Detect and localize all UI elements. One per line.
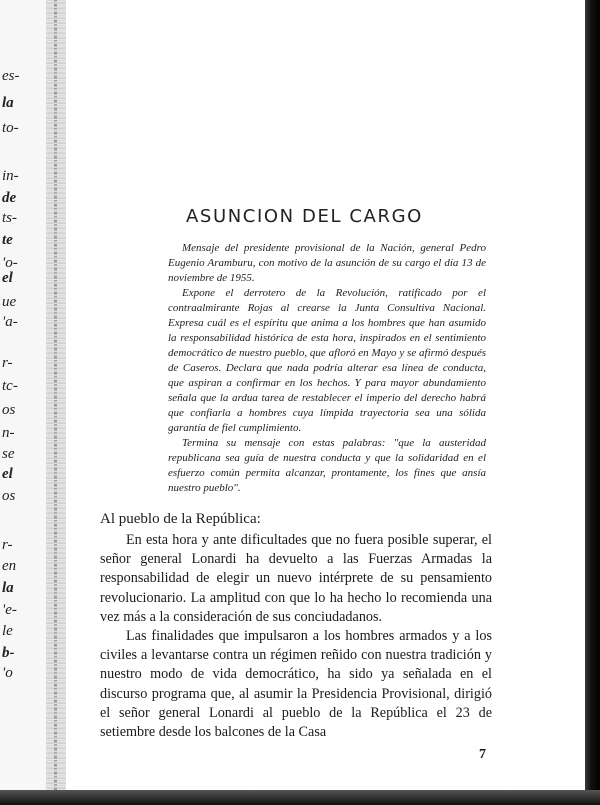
left-page-fragment: r-: [2, 537, 13, 553]
left-page-fragment: se: [2, 446, 15, 462]
left-page-fragment: en: [2, 558, 17, 574]
left-page-fragment: de: [2, 190, 17, 206]
body-text: [100, 531, 492, 742]
chapter-summary: [168, 241, 486, 496]
left-page-fragment: la: [2, 95, 14, 111]
scan-edge: [0, 790, 600, 805]
left-page-fragment: 'o: [2, 665, 13, 681]
left-page-fragment: ts-: [2, 210, 17, 226]
salutation: Al pueblo de la República:: [100, 511, 261, 527]
left-page-fragment: le: [2, 623, 13, 639]
left-page-fragment: ue: [2, 294, 17, 310]
left-page-fragment: 'o-: [2, 255, 18, 271]
left-page-fragment: 'e-: [2, 602, 17, 618]
scan-edge: [585, 0, 600, 805]
body-paragraph: Las finalidades que impulsaron a los hombres armados y a los civiles a levantarse contra un régimen reñido con nuestra tradición y nuestro modo de vida democrático, ha sido ya señalada en el discurso programa que, al asumir la Presidencia Provisional, dirigió el señor general Lonardi al pueblo de la República el 23 de setiembre desde los balcones de la Casa: [100, 628, 492, 741]
chapter-heading: ASUNCION DEL CARGO: [186, 206, 423, 227]
left-page-fragment: in-: [2, 168, 19, 184]
left-page-fragment: te: [2, 232, 13, 248]
page-number: 7: [479, 747, 486, 762]
left-page-fragment: la: [2, 580, 14, 596]
summary-paragraph: Mensaje del presidente provisional de la Nación, general Pedro Eugenio Aramburu, con motivo de la asunción de su cargo el día 13 de noviembre de 1955.: [168, 242, 486, 284]
summary-paragraph: Expone el derrotero de la Revolución, ratificado por el contraalmirante Rojas al crearse la Junta Consultiva Nacional. Expresa cuál es el espíritu que anima a los hombres que han asumido la responsabilidad histórica de esta hora, inspirados en el sentimiento democrático de nuestro pueblo, que afloró en Mayo y se afirmó después de Caseros. Declara que nada podría alterar esa línea de conducta, que aspiran a confirmar en los hechos. Y para mayor abundamiento señala que la ardua tarea de restablecer el imperio del derecho habrá que confiarla a hombres cuya límpida trayectoria sea una sólida garantía de fiel cumplimiento.: [168, 287, 486, 434]
left-page-fragment: tc-: [2, 378, 18, 394]
left-page-fragment: os: [2, 488, 16, 504]
left-page-fragment: el: [2, 270, 13, 286]
left-page-fragment: b-: [2, 645, 15, 661]
left-page-fragment: r-: [2, 355, 13, 371]
left-page-fragment: es-: [2, 68, 20, 84]
body-paragraph: En esta hora y ante dificultades que no fuera posible superar, el señor general Lonardi ha devuelto a las Fuerzas Armadas la responsabilidad de elegir un nuevo intérprete de su pensamiento revolucionario. La amplitud con que lo ha hecho lo recomienda una vez más a la consideración de sus conciudadanos.: [100, 532, 492, 625]
left-page-fragment: to-: [2, 120, 19, 136]
left-page-fragment: el: [2, 466, 13, 482]
left-page-fragment: n-: [2, 425, 15, 441]
left-page-fragment: 'a-: [2, 314, 18, 330]
left-page-fragment: os: [2, 402, 16, 418]
summary-paragraph: Termina su mensaje con estas palabras: "que la austeridad republicana sea guía de nuestra conducta y que la solidaridad en el esfuerzo común permita alcanzar, prontamente, los fines que ansía nuestro pueblo".: [168, 437, 486, 494]
book-binding: [46, 0, 66, 790]
